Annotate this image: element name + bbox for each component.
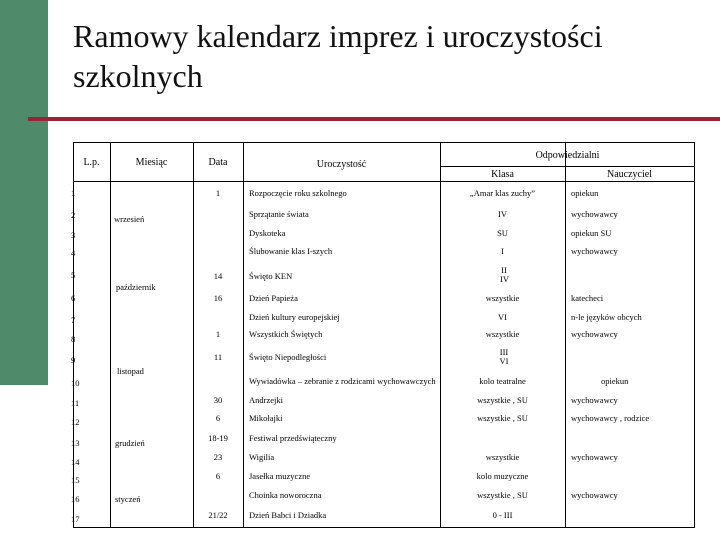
event-cell: Andrzejki [249, 395, 283, 405]
page-title [73, 16, 693, 96]
month-cell: wrzesień [114, 214, 145, 224]
lp-cell: 17 [71, 514, 80, 524]
events-table [73, 142, 695, 528]
class-cell: wszystkie , SU [477, 413, 528, 423]
lp-cell: 2 [71, 210, 76, 220]
class-cell: SU [497, 228, 508, 238]
event-cell: Dzień Papieża [249, 293, 298, 303]
lp-cell: 16 [71, 494, 80, 504]
header-month: Miesiąc [135, 157, 168, 168]
lp-cell: 5 [71, 270, 76, 280]
event-cell: Dzień Babci i Dziadka [249, 510, 327, 520]
title-line-2: szkolnych [73, 58, 203, 94]
row-line [73, 527, 695, 528]
class-cell: wszystkie [485, 293, 520, 303]
event-cell: Mikołajki [249, 413, 283, 423]
date-cell: 23 [213, 452, 223, 462]
event-cell: Rozpoczęcie roku szkolnego [249, 188, 347, 198]
date-cell: 30 [213, 395, 223, 405]
date-cell: 21/22 [208, 510, 228, 520]
teacher-cell: n-le języków obcych [571, 312, 642, 322]
class-cell: kolo teatralne [479, 376, 526, 386]
lp-cell: 10 [71, 378, 80, 388]
row-line [440, 166, 695, 167]
event-cell: Wigilia [249, 452, 275, 462]
lp-cell: 4 [71, 248, 76, 258]
title-line-1: Ramowy kalendarz imprez i uroczystości [73, 18, 603, 54]
event-cell: Wywiadówka – zebranie z rodzicami wychowawczych [249, 376, 436, 386]
class-cell: III VI [499, 347, 509, 366]
teacher-cell: opiekun SU [571, 228, 612, 238]
event-cell: Ślubowanie klas I-szych [249, 246, 333, 256]
date-cell: 16 [213, 293, 223, 303]
date-cell: 18-19 [208, 433, 228, 443]
header-class: Klasa [491, 169, 514, 180]
date-cell: 6 [215, 413, 221, 423]
teacher-cell: wychowawcy [571, 395, 618, 405]
date-cell: 6 [215, 471, 221, 481]
date-cell: 11 [213, 352, 223, 362]
header-responsible: Odpowiedzialni [535, 150, 600, 161]
class-cell: II IV [500, 265, 509, 284]
lp-cell: 11 [71, 398, 80, 408]
teacher-cell: wychowawcy [571, 452, 618, 462]
teacher-cell: opiekun [571, 188, 599, 198]
date-cell: 14 [213, 271, 223, 281]
lp-cell: 8 [71, 334, 76, 344]
class-cell: wszystkie , SU [477, 395, 528, 405]
title-rule [28, 117, 720, 121]
sidebar-accent [0, 0, 48, 385]
teacher-cell: katecheci [571, 293, 604, 303]
event-cell: Dyskoteka [249, 228, 286, 238]
month-cell: grudzień [115, 438, 145, 448]
header-event: Uroczystość [316, 159, 367, 170]
row-line [73, 181, 695, 182]
lp-cell: 7 [71, 315, 76, 325]
month-cell: styczeń [115, 494, 141, 504]
teacher-cell: wychowawcy , rodzice [571, 413, 650, 423]
event-cell: Dzień kultury europejskiej [249, 312, 340, 322]
teacher-cell: wychowawcy [571, 329, 618, 339]
lp-cell: 3 [71, 230, 76, 240]
col-line [243, 142, 244, 528]
header-lp: L.p. [83, 157, 100, 168]
class-cell: „Amar klas zuchy” [469, 188, 536, 198]
header-date: Data [208, 157, 228, 168]
teacher-cell: wychowawcy [571, 246, 618, 256]
class-cell: wszystkie [485, 329, 520, 339]
teacher-cell: opiekun [601, 376, 629, 386]
class-cell: IV [498, 209, 507, 219]
class-cell: kolo muzyczne [476, 471, 529, 481]
event-cell: Festiwal przedświąteczny [249, 433, 337, 443]
event-cell: Jasełka muzyczne [249, 471, 311, 481]
month-cell: październik [116, 282, 156, 292]
class-cell: VI [498, 312, 507, 322]
lp-cell: 13 [71, 438, 80, 448]
col-line [110, 142, 111, 528]
lp-cell: 12 [71, 417, 80, 427]
event-cell: Sprzątanie świata [249, 209, 309, 219]
event-cell: Święto Niepodległości [249, 352, 327, 362]
event-cell: Choinka noworoczna [249, 490, 322, 500]
event-cell: Wszystkich Świętych [249, 329, 323, 339]
col-line [694, 142, 695, 528]
teacher-cell: wychowawcy [571, 209, 618, 219]
lp-cell: 14 [71, 457, 80, 467]
month-cell: listopad [117, 366, 144, 376]
lp-cell: 1 [71, 188, 76, 198]
event-cell: Święto KEN [249, 271, 293, 281]
class-cell: I [501, 246, 504, 256]
header-teacher: Nauczyciel [607, 169, 652, 180]
date-cell: 1 [215, 329, 221, 339]
row-line [73, 142, 695, 143]
col-line [565, 142, 566, 528]
lp-cell: 6 [71, 293, 76, 303]
date-cell: 1 [215, 188, 221, 198]
lp-cell: 9 [71, 355, 76, 365]
teacher-cell: wychowawcy [571, 490, 618, 500]
lp-cell: 15 [71, 475, 80, 485]
class-cell: 0 - III [492, 510, 513, 520]
class-cell: wszystkie [485, 452, 520, 462]
class-cell: wszystkie , SU [477, 490, 528, 500]
